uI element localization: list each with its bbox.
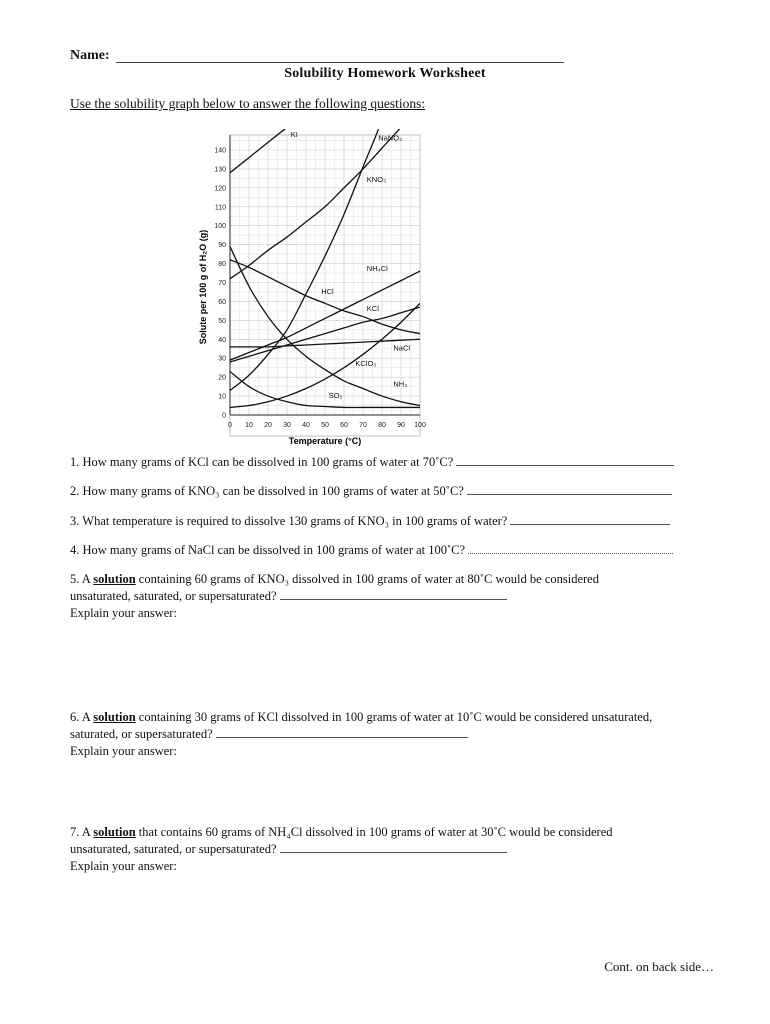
y-tick-label: 120: [214, 185, 226, 193]
series-label: SO₂: [328, 390, 343, 400]
question-6-line2: saturated, or supersaturated?: [70, 727, 468, 742]
y-tick-label: 110: [214, 204, 226, 212]
explain-label: Explain your answer:: [70, 859, 177, 873]
solution-keyword: solution: [93, 825, 136, 839]
y-tick-label: 100: [214, 223, 226, 231]
y-tick-label: 30: [218, 355, 226, 363]
x-axis-label: Temperature (°C): [288, 436, 362, 446]
solution-keyword: solution: [93, 572, 136, 586]
x-tick-label: 40: [302, 422, 310, 429]
y-tick-label: 40: [218, 336, 226, 344]
question-2-text: 2. How many grams of KNO₃ can be dissolved in 100 grams of water at 50˚C?: [70, 484, 464, 498]
answer-7-field[interactable]: [280, 842, 507, 853]
explain-label: Explain your answer:: [70, 606, 177, 620]
name-label: Name:: [70, 48, 110, 63]
series-label: NH₄Cl: [366, 264, 388, 274]
x-tick-label: 60: [340, 422, 348, 429]
question-6: 6. A solution containing 30 grams of KCl dissolved in 100 grams of water at 10˚C would be considered unsaturated,: [70, 710, 653, 724]
x-tick-label: 20: [264, 422, 272, 429]
question-2: [70, 484, 672, 499]
y-axis-label: Solute per 100 g of H₂O (g): [198, 229, 208, 345]
x-tick-label: 80: [378, 422, 386, 429]
x-tick-label: 70: [359, 422, 367, 429]
x-tick-label: 30: [283, 422, 291, 429]
answer-1-field[interactable]: [456, 455, 674, 466]
y-tick-label: 50: [218, 317, 226, 325]
y-tick-label: 80: [218, 261, 226, 269]
x-tick-label: 50: [321, 422, 329, 429]
solution-keyword: solution: [93, 710, 136, 724]
question-4: [70, 543, 673, 558]
chart-grid: [230, 135, 420, 415]
series-label: KCl: [366, 303, 379, 313]
question-4-text: 4. How many grams of NaCl can be dissolved in 100 grams of water at 100˚C?: [70, 543, 466, 557]
y-tick-label: 70: [218, 280, 226, 287]
answer-6-field[interactable]: [216, 727, 468, 738]
solubility-chart: [190, 122, 440, 452]
question-3: [70, 514, 670, 529]
page-title: Solubility Homework Worksheet: [284, 66, 486, 81]
y-tick-label: 130: [214, 166, 226, 174]
y-tick-label: 20: [218, 374, 226, 382]
x-tick-label: 10: [245, 422, 253, 429]
y-tick-label: 60: [218, 298, 226, 306]
series-label: NH₃: [393, 379, 408, 389]
series-label: NaNO₃: [378, 133, 403, 143]
question-1-text: 1. How many grams of KCl can be dissolved in 100 grams of water at 70˚C?: [70, 455, 454, 469]
name-field[interactable]: [116, 62, 564, 63]
continue-note: Cont. on back side…: [604, 959, 714, 974]
answer-5-field[interactable]: [280, 589, 507, 600]
answer-2-field[interactable]: [467, 484, 672, 495]
question-7: 7. A solution that contains 60 grams of NH₄Cl dissolved in 100 grams of water at 30˚C would be considered: [70, 825, 613, 839]
question-7-line2: unsaturated, saturated, or supersaturated?: [70, 842, 507, 857]
question-5: 5. A solution containing 60 grams of KNO₃ dissolved in 100 grams of water at 80˚C would be considered: [70, 572, 599, 586]
question-3-text: 3. What temperature is required to dissolve 130 grams of KNO₃ in 100 grams of water?: [70, 514, 508, 528]
series-label: KI: [290, 129, 298, 139]
answer-3-field[interactable]: [510, 514, 670, 525]
explain-label: Explain your answer:: [70, 744, 177, 758]
y-tick-label: 10: [218, 393, 226, 401]
series-label: HCl: [321, 286, 334, 296]
question-1: [70, 455, 674, 470]
instructions: Use the solubility graph below to answer the following questions:: [70, 96, 426, 111]
x-tick-label: 100: [414, 422, 426, 429]
series-label: NaCl: [393, 343, 411, 353]
y-tick-label: 90: [218, 242, 226, 250]
x-tick-label: 90: [397, 422, 405, 429]
y-tick-label: 140: [214, 147, 226, 155]
x-tick-label: 0: [228, 422, 232, 429]
series-label: KClO₃: [355, 358, 377, 368]
answer-4-field[interactable]: [468, 543, 673, 554]
y-tick-label: 0: [222, 412, 226, 420]
series-label: KNO₃: [366, 175, 387, 185]
question-5-line2: unsaturated, saturated, or supersaturated?: [70, 589, 507, 604]
